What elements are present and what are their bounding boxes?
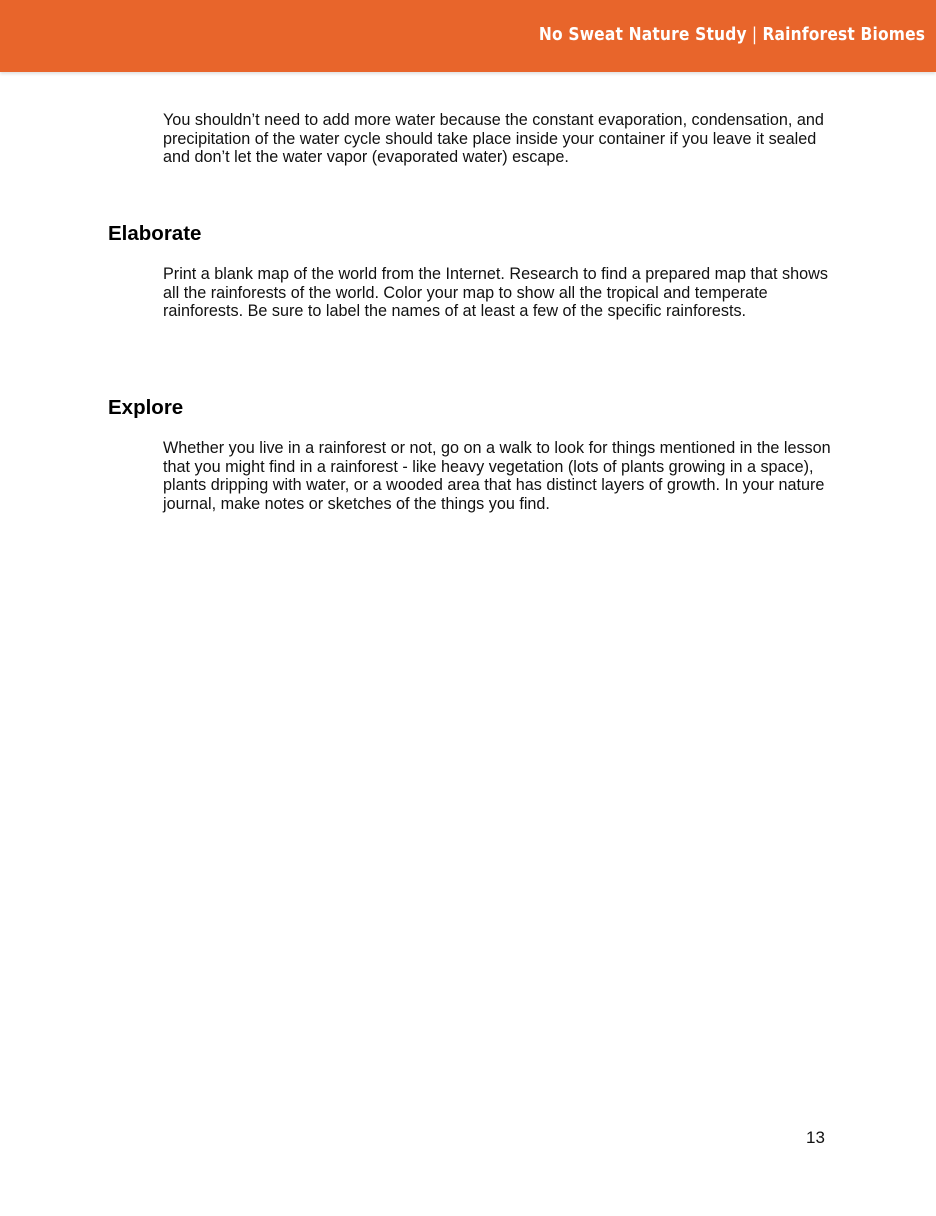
header-band xyxy=(0,0,936,72)
section-heading-elaborate: Elaborate xyxy=(108,222,202,245)
header-series-title: No Sweat Nature Study xyxy=(538,24,747,45)
header-separator: | xyxy=(751,24,758,45)
explore-paragraph: Whether you live in a rainforest or not, go on a walk to look for things mentioned in the lesson that you might find in a rainforest - like heavy vegetation (lots of plants growing in a space), plants dripping with water, or a wooded area that has distinct layers of growth. In your nature journal, make notes or sketches of the things you find. xyxy=(163,439,831,514)
elaborate-paragraph: Print a blank map of the world from the Internet. Research to find a prepared map that shows all the rainforests of the world. Color your map to show all the tropical and temperate rainforests. Be sure to label the names of at least a few of the specific rainforests. xyxy=(163,265,828,321)
running-header xyxy=(539,24,925,45)
header-topic-title: Rainforest Biomes xyxy=(762,24,925,45)
intro-paragraph: You shouldn’t need to add more water because the constant evaporation, condensation, and precipitation of the water cycle should take place inside your container if you leave it sealed and don’t let the water vapor (evaporated water) escape. xyxy=(163,111,824,167)
section-heading-explore: Explore xyxy=(108,396,184,419)
page-number: 13 xyxy=(806,1128,825,1147)
